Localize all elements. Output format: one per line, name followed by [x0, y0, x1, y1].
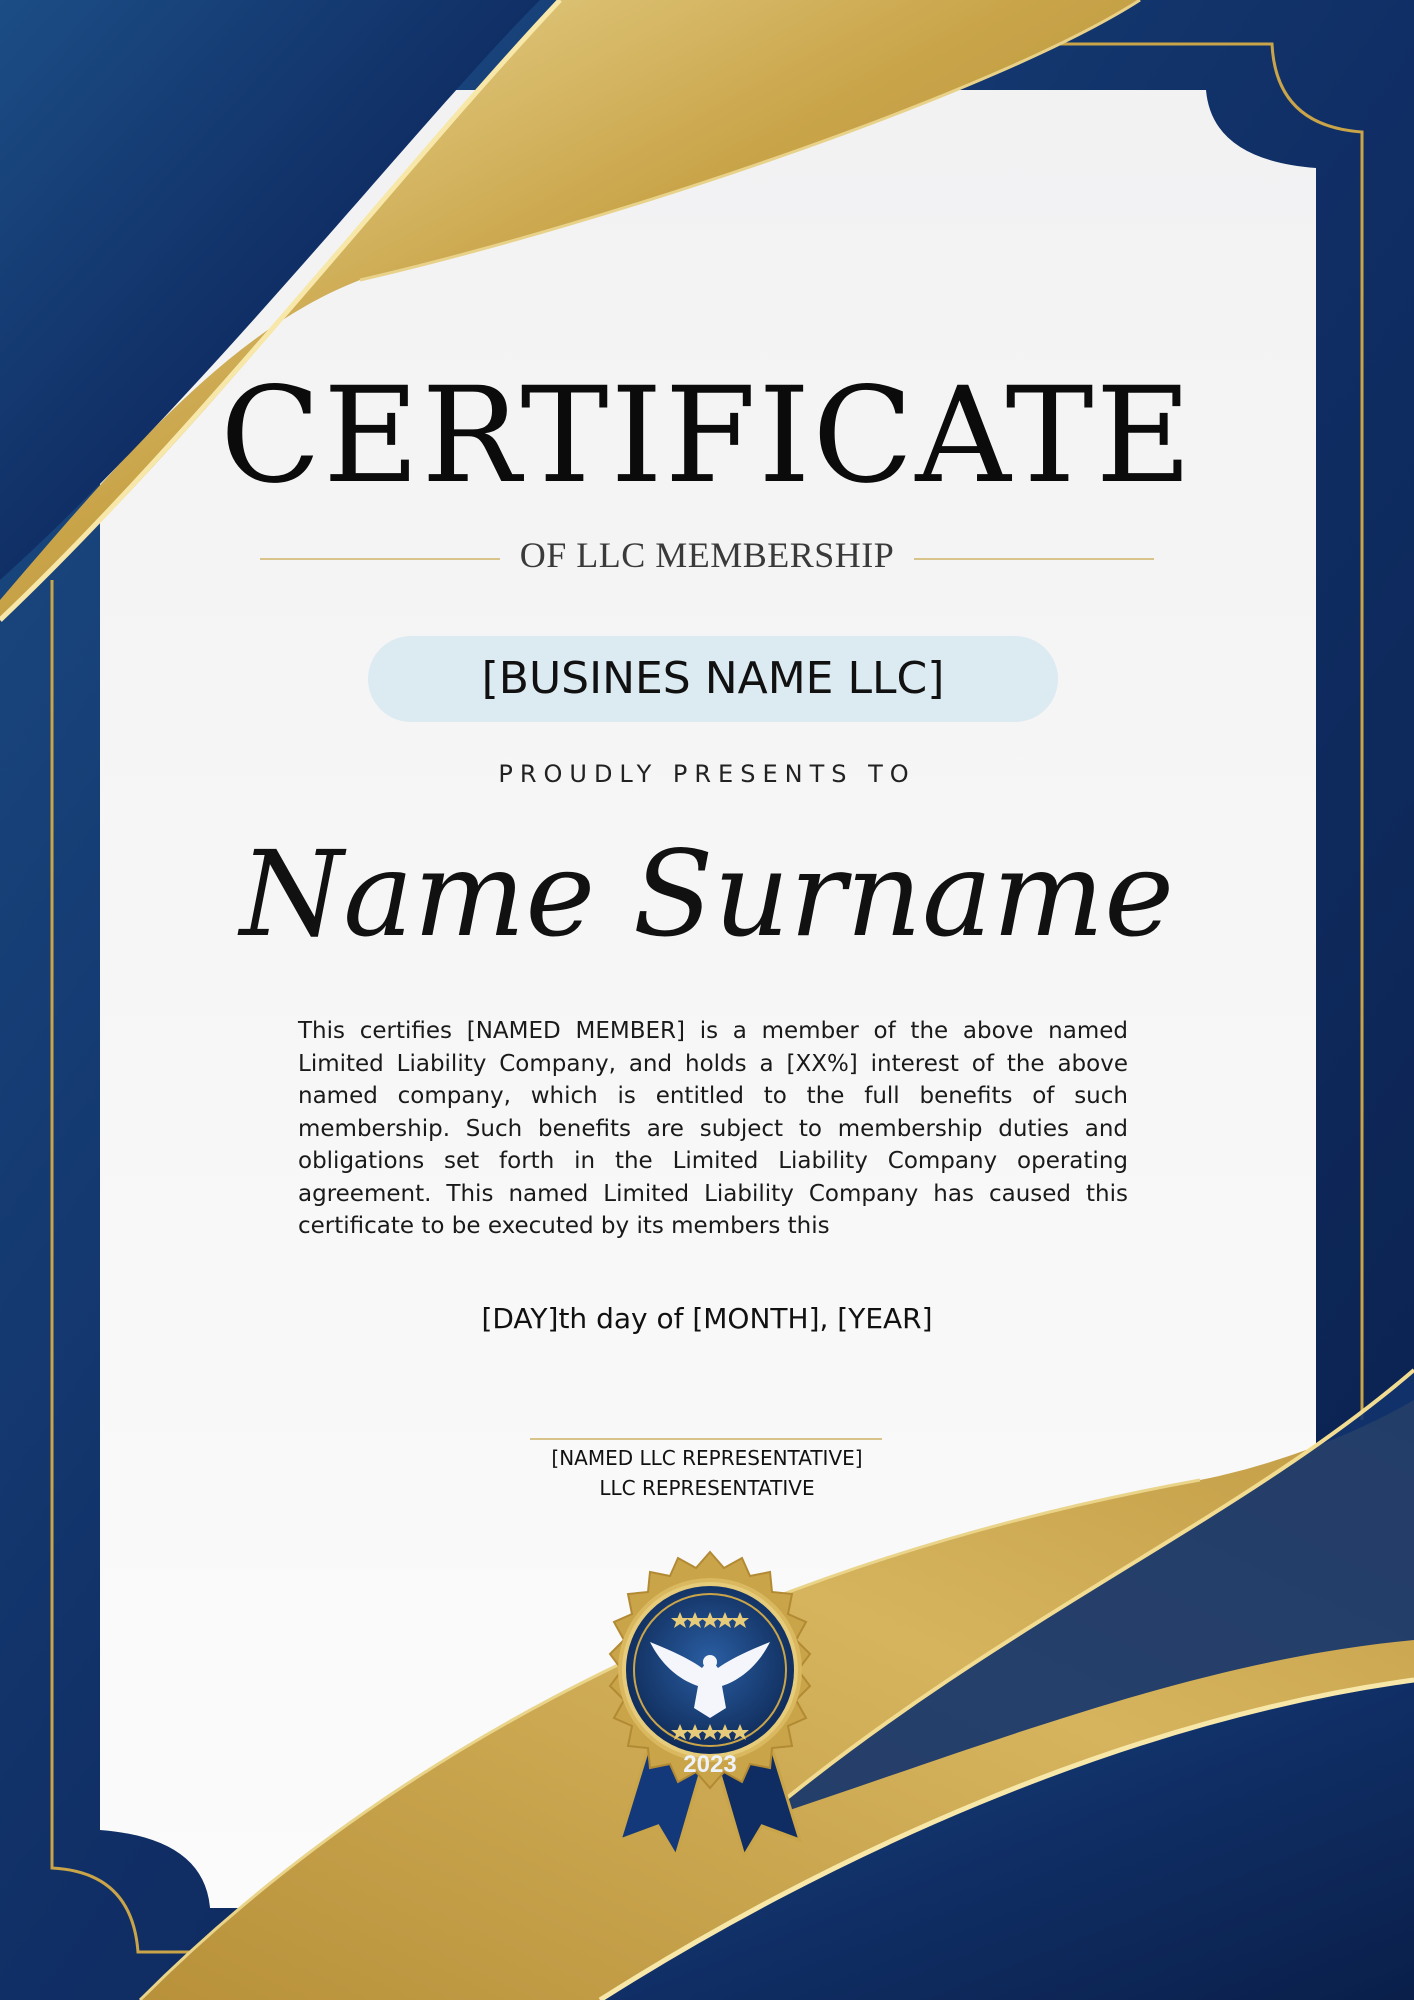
- presents-label: PROUDLY PRESENTS TO: [498, 760, 916, 788]
- signature-line: [530, 1438, 882, 1440]
- certificate-body-text: This certifies [NAMED MEMBER] is a member of the above named Limited Liability Company, and holds a [XX%] interest of the above named company, which is entitled to the full benefits of such membership. Such benefits are subject to membership duties and obligations set forth in the Limited Liability Company operating agreement. This named Limited Liability Company has caused this certificate to be executed by its members this: [298, 1018, 1128, 1239]
- subtitle-divider-right: [914, 558, 1154, 560]
- recipient-name: Name Surname: [239, 825, 1175, 963]
- subtitle-row: [260, 534, 1154, 574]
- award-seal: [580, 1540, 840, 1860]
- certificate-title: CERTIFICATE: [220, 359, 1194, 513]
- business-name-badge: [BUSINES NAME LLC]: [368, 636, 1058, 722]
- signature-name: [NAMED LLC REPRESENTATIVE]: [551, 1446, 863, 1470]
- certificate-subtitle: OF LLC MEMBERSHIP: [519, 535, 895, 575]
- signature-role: LLC REPRESENTATIVE: [599, 1476, 815, 1500]
- date-line: [DAY]th day of [MONTH], [YEAR]: [481, 1302, 933, 1335]
- seal-year: 2023: [683, 1751, 737, 1778]
